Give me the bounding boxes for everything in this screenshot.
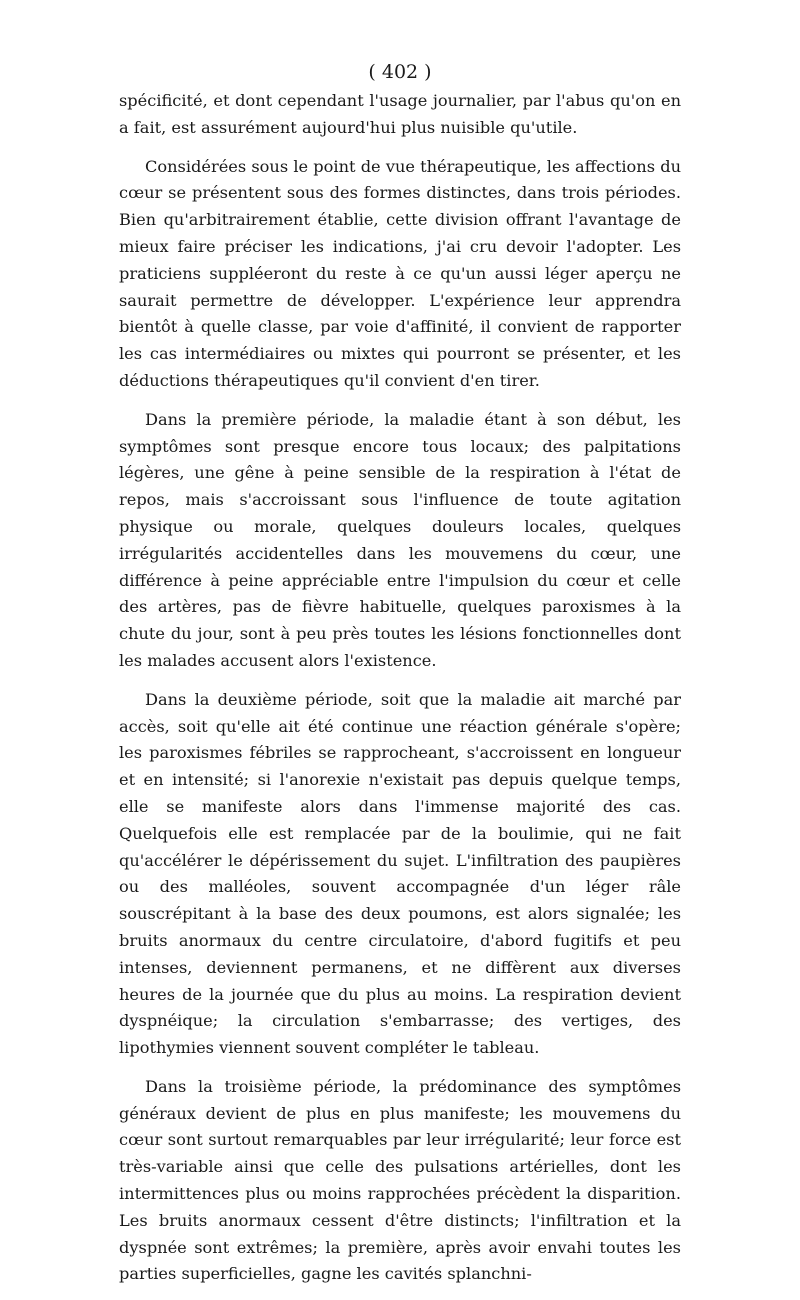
paragraph-continuation: spécificité, et dont cependant l'usage journalier, par l'abus qu'on en a fait, est assurément aujourd'hui plus nuisible qu'utile. bbox=[119, 91, 681, 137]
book-page bbox=[119, 58, 681, 1300]
paragraph-second-period: Dans la deuxième période, soit que la maladie ait marché par accès, soit qu'elle ait été continue une réaction générale s'opère; les paroxismes fébriles se rapprocheant, s'accroissent en longueur et en intensité; si l'anorexie n'existait pas depuis quelque temps, elle se manifeste alors dans l'immense majorité des cas. Quelquefois elle est remplacée par de la boulimie, qui ne fait qu'accélérer le dépérissement du sujet. L'infiltration des paupières ou des malléoles, souvent accompagnée d'un léger râle souscrépitant à la base des deux poumons, est alors signalée; les bruits anormaux du centre circulatoire, d'abord fugitifs et peu intenses, deviennent permanens, et ne diffèrent aux diverses heures de la journée que du plus au moins. La respiration devient dyspnéique; la circulation s'embarrasse; des vertiges, des lipothymies viennent souvent compléter le tableau. bbox=[119, 689, 681, 1058]
paragraph-first-period: Dans la première période, la maladie étant à son début, les symptômes sont presque encore tous locaux; des palpitations légères, une gêne à peine sensible de la respiration à l'état de repos, mais s'accroissant sous l'influence de toute agitation physique ou morale, quelques douleurs locales, quelques irrégularités accidentelles dans les mouvemens du cœur, une différence à peine appréciable entre l'impulsion du cœur et celle des artères, pas de fièvre habituelle, quelques paroxismes à la chute du jour, sont à peu près toutes les lésions fonctionnelles dont les malades accusent alors l'existence. bbox=[119, 409, 681, 670]
paragraph-third-period: Dans la troisième période, la prédominance des symptômes généraux devient de plus en plus manifeste; les mouvemens du cœur sont surtout remarquables par leur irrégularité; leur force est très-variable ainsi que celle des pulsations artérielles, dont les intermittences plus ou moins rapprochées précèdent la disparition. Les bruits anormaux cessent d'être distincts; l'infiltration et la dyspnée sont extrêmes; la première, après avoir envahi toutes les parties superficielles, gagne les cavités splanchni- bbox=[119, 1076, 681, 1284]
paragraph-therapeutic-periods: Considérées sous le point de vue thérapeutique, les affections du cœur se présentent sous des formes distinctes, dans trois périodes. Bien qu'arbitrairement établie, cette division offrant l'avantage de mieux faire préciser les indications, j'ai cru devoir l'adopter. Les praticiens suppléeront du reste à ce qu'un aussi léger aperçu ne saurait permettre de développer. L'expérience leur apprendra bientôt à quelle classe, par voie d'affinité, il convient de rapporter les cas intermédiaires ou mixtes qui pourront se présenter, et les déductions thérapeutiques qu'il convient d'en tirer. bbox=[119, 156, 681, 390]
page-number: ( 402 ) bbox=[368, 61, 432, 83]
